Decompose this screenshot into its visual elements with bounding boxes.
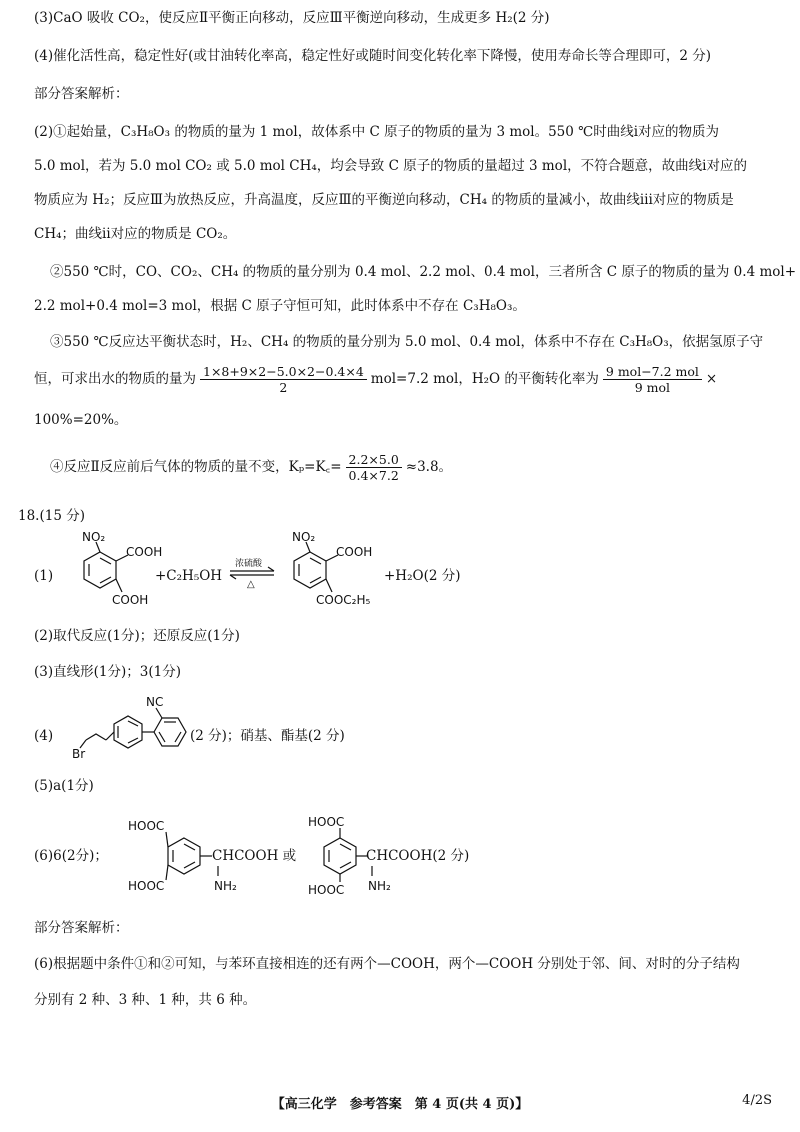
page-footer: 【高三化学 参考答案 第 4 页(共 4 页)】 — [271, 1097, 529, 1112]
question-18-heading: 18.(15 分) — [18, 508, 85, 524]
q18-2-answer: (2)取代反应(1分)；还原反应(1分) — [34, 628, 240, 644]
product-structure — [270, 530, 390, 614]
biphenyl-structure — [70, 694, 200, 760]
answer-line-4: (4)催化活性高，稳定性好(或甘油转化率高，稳定性好或随时间变化转化率下降慢，使用寿命长等合理即可，2 分) — [34, 48, 712, 64]
isomer-a-chain: CHCOOH 或 — [212, 848, 297, 864]
q18-4-answer: (2 分)；硝基、酯基(2 分) — [190, 728, 345, 744]
fraction-kp — [346, 452, 402, 483]
fraction-denominator: 0.4×7.2 — [348, 468, 399, 483]
nh2-label: NH₂ — [214, 879, 237, 893]
analysis-2-3-line-a: ③550 ℃反应达平衡状态时，H₂、CH₄ 的物质的量分别为 5.0 mol、0.4 mol，体系中不存在 C₃H₈O₃，依据氢原子守 — [50, 334, 764, 350]
analysis-2-2-line-a: ②550 ℃时，CO、CO₂、CH₄ 的物质的量分别为 0.4 mol、2.2 mol、0.4 mol，三者所含 C 原子的物质的量为 0.4 mol+ — [50, 264, 797, 280]
fraction-numerator: 9 mol−7.2 mol — [603, 364, 702, 380]
q18-6-label: (6)6(2分)； — [34, 848, 108, 864]
cooh-label: COOH — [112, 593, 149, 607]
ethanol-reagent: +C₂H₅OH — [155, 568, 223, 584]
q18-4-label: (4) — [34, 728, 54, 744]
kp-prefix: ④反应Ⅱ反应前后气体的物质的量不变，Kₚ=K꜀= — [50, 459, 342, 475]
isomer-b-chain: CHCOOH(2 分) — [366, 848, 470, 864]
fraction-numerator: 1×8+9×2−5.0×2−0.4×4 — [200, 364, 367, 380]
analysis-2-1-line-d: CH₄；曲线ⅱ对应的物质是 CO₂。 — [34, 226, 237, 242]
nh2-group-b — [364, 866, 404, 896]
analysis-2-1-line-b: 5.0 mol，若为 5.0 mol CO₂ 或 5.0 mol CH₄，均会导致 C 原子的物质的量超过 3 mol，不符合题意，故曲线ⅰ对应的 — [34, 158, 747, 174]
calc-water-mid: mol=7.2 mol，H₂O 的平衡转化率为 — [370, 371, 599, 387]
no2-label: NO₂ — [82, 530, 106, 544]
heat-symbol: △ — [247, 579, 255, 590]
q18-3-answer: (3)直线形(1分)；3(1分) — [34, 664, 181, 680]
q18-5-answer: (5)a(1分) — [34, 778, 94, 794]
fraction-numerator: 2.2×5.0 — [346, 452, 402, 468]
analysis-2-3-line-c: 100%=20%。 — [34, 412, 128, 428]
water-product: +H₂O(2 分) — [384, 568, 461, 584]
fraction-water-moles — [200, 364, 367, 395]
answer-line-3: (3)CaO 吸收 CO₂，使反应Ⅱ平衡正向移动，反应Ⅲ平衡逆向移动，生成更多 H₂(2 分) — [34, 10, 550, 26]
br-label: Br — [72, 747, 86, 760]
hooc-label: HOOC — [128, 819, 165, 833]
nh2-label: NH₂ — [368, 879, 391, 893]
nc-label: NC — [146, 695, 164, 709]
analysis-2-1-line-a: (2)①起始量，C₃H₈O₃ 的物质的量为 1 mol，故体系中 C 原子的物质的量为 3 mol。550 ℃时曲线ⅰ对应的物质为 — [34, 124, 720, 140]
hooc-label: HOOC — [308, 815, 345, 829]
page-code: 4/2S — [742, 1093, 772, 1108]
catalyst-label: 浓硫酸 — [235, 559, 263, 569]
hooc-label: HOOC — [308, 883, 345, 896]
fraction-denominator: 9 mol — [634, 380, 671, 395]
cooc2h5-label: COOC₂H₅ — [316, 593, 371, 607]
analysis-6-line-a: (6)根据题中条件①和②可知，与苯环直接相连的还有两个—COOH，两个—COOH 分别处于邻、间、对时的分子结构 — [34, 956, 740, 972]
analysis-heading-2: 部分答案解析： — [34, 920, 129, 936]
analysis-2-3-line-b — [34, 362, 770, 396]
fraction-denominator: 2 — [279, 380, 288, 395]
cooh-label: COOH — [336, 545, 373, 559]
nh2-group-a — [210, 866, 250, 896]
analysis-2-1-line-c: 物质应为 H₂；反应Ⅲ为放热反应，升高温度，反应Ⅲ的平衡逆向移动，CH₄ 的物质的量减小，故曲线ⅲ对应的物质是 — [34, 192, 734, 208]
hooc-label: HOOC — [128, 879, 165, 893]
analysis-6-line-b: 分别有 2 种、3 种、1 种，共 6 种。 — [34, 992, 257, 1008]
no2-label: NO₂ — [292, 530, 316, 544]
analysis-2-2-line-b: 2.2 mol+0.4 mol=3 mol，根据 C 原子守恒可知，此时体系中不存在 C₃H₈O₃。 — [34, 298, 526, 314]
reactant-structure — [60, 530, 170, 614]
q18-1-label: (1) — [34, 568, 54, 584]
cooh-label: COOH — [126, 545, 163, 559]
calc-water-prefix: 恒，可求出水的物质的量为 — [34, 371, 196, 387]
calc-times-sign: × — [705, 371, 718, 387]
fraction-conversion — [603, 364, 702, 395]
kp-result: ≈3.8。 — [405, 459, 453, 475]
analysis-2-4-line — [50, 450, 770, 484]
analysis-heading-1: 部分答案解析： — [34, 86, 129, 102]
